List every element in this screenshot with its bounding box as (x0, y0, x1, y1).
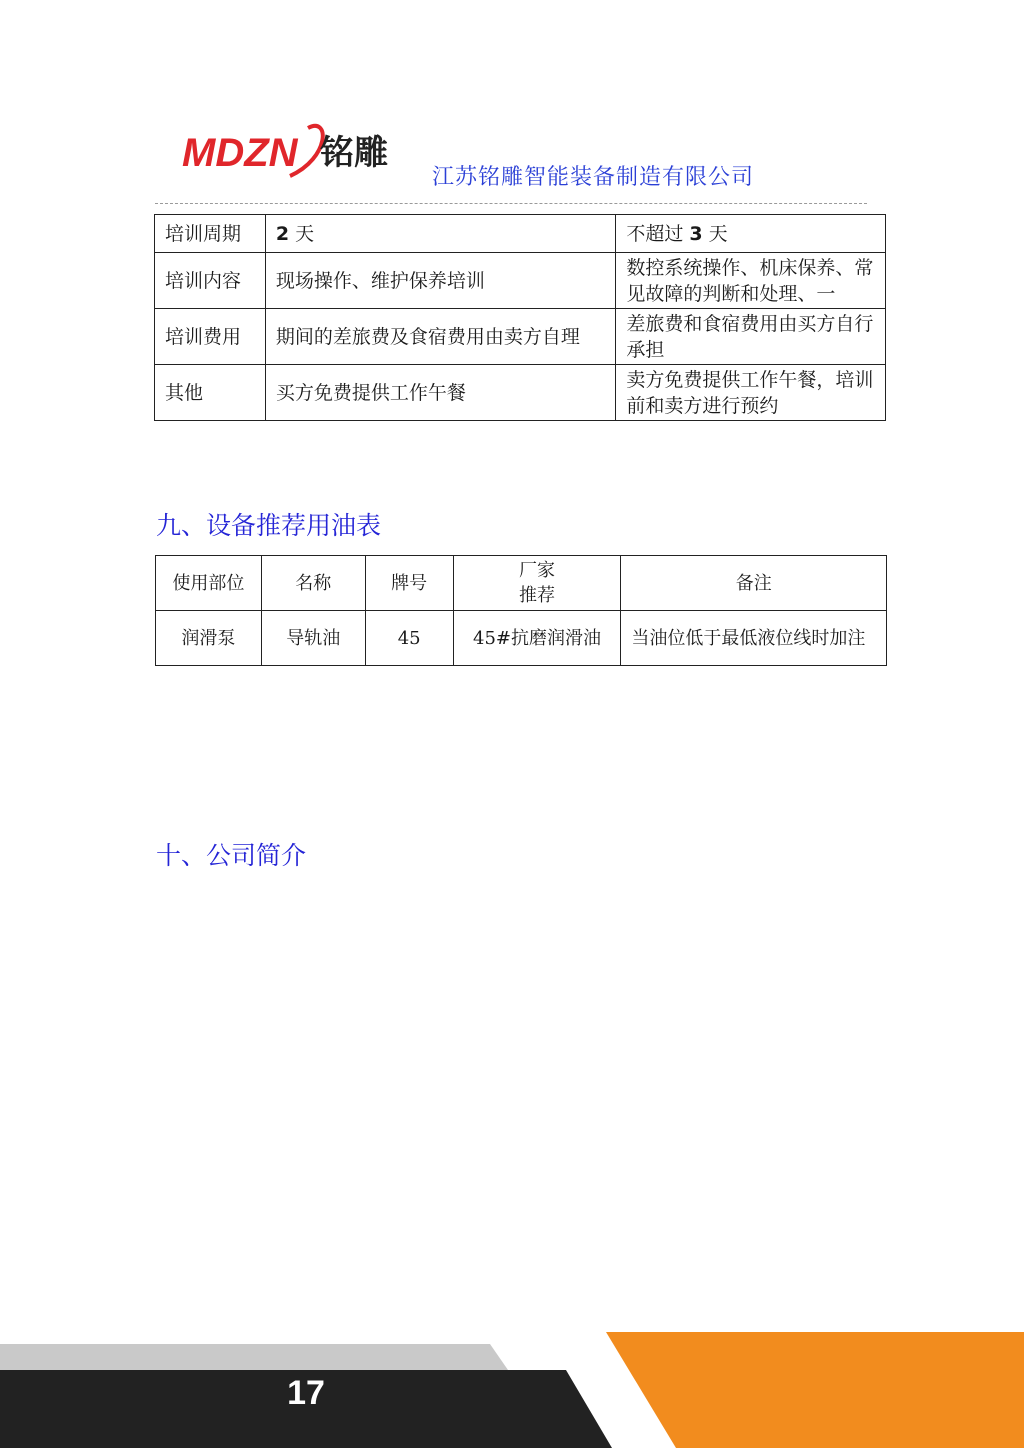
logo-mark (180, 118, 420, 184)
training-table (154, 214, 886, 421)
table-row (155, 253, 886, 309)
cell-maker: 45#抗磨润滑油 (453, 611, 621, 666)
table-row (156, 611, 887, 666)
our-offer (265, 215, 615, 253)
our-offer: 买方免费提供工作午餐 (265, 365, 615, 421)
company-name: 江苏铭雕智能装备制造有限公司 (432, 165, 755, 190)
table-row (155, 309, 886, 365)
req-number: 3 (689, 222, 703, 245)
row-label: 培训内容 (155, 253, 266, 309)
section-10-title: 十、公司简介 (156, 841, 307, 870)
cell-note: 当油位低于最低液位线时加注 (621, 611, 887, 666)
row-label: 培训周期 (155, 215, 266, 253)
footer-band (0, 1330, 1024, 1448)
section-9-title: 九、设备推荐用油表 (156, 511, 382, 540)
col-maker-line1: 厂家 (519, 560, 556, 581)
requirement: 数控系统操作、机床保养、常见故障的判断和处理、一 (616, 253, 886, 309)
cell-grade: 45 (365, 611, 453, 666)
cell-part: 润滑泵 (156, 611, 262, 666)
our-offer: 期间的差旅费及食宿费用由卖方自理 (265, 309, 615, 365)
requirement: 卖方免费提供工作午餐，培训前和卖方进行预约 (616, 365, 886, 421)
req-prefix: 不超过 (626, 222, 690, 245)
col-maker-line2: 推荐 (519, 585, 556, 606)
our-offer: 现场操作、维护保养培训 (265, 253, 615, 309)
header-divider (155, 203, 867, 204)
logo-cn: 铭雕 (320, 133, 388, 173)
req-suffix: 天 (702, 222, 728, 245)
oil-table (155, 555, 887, 666)
table-header-row (156, 556, 887, 611)
row-label: 培训费用 (155, 309, 266, 365)
requirement: 差旅费和食宿费用由买方自行承担 (616, 309, 886, 365)
offer-number: 2 (275, 222, 290, 245)
logo-latin: MDZN (182, 131, 298, 175)
col-part: 使用部位 (156, 556, 262, 611)
page-number: 17 (287, 1374, 325, 1412)
col-grade: 牌号 (365, 556, 453, 611)
footer-gray-stripe (0, 1344, 508, 1370)
col-maker (453, 556, 621, 611)
offer-unit: 天 (289, 222, 315, 245)
col-name: 名称 (261, 556, 365, 611)
row-label: 其他 (155, 365, 266, 421)
table-row (155, 215, 886, 253)
cell-name: 导轨油 (261, 611, 365, 666)
table-row (155, 365, 886, 421)
requirement (616, 215, 886, 253)
company-logo (180, 118, 420, 184)
col-note: 备注 (621, 556, 887, 611)
footer-orange-stripe (606, 1332, 1024, 1448)
